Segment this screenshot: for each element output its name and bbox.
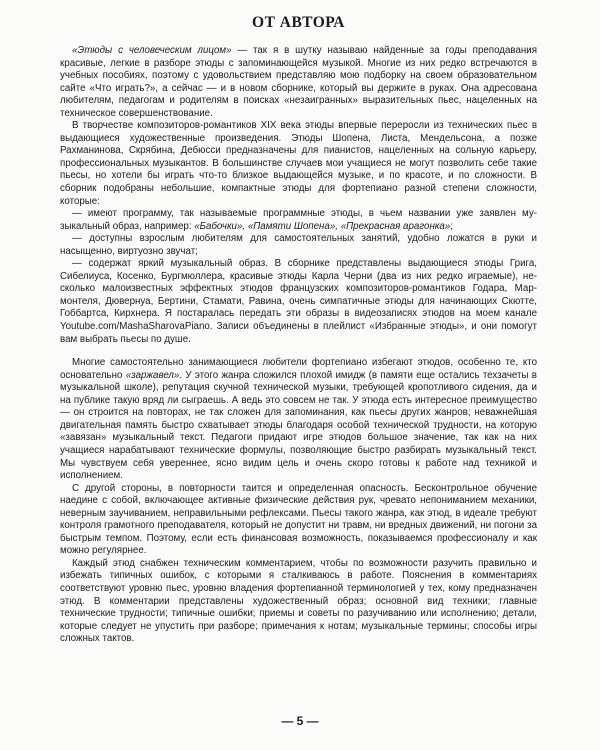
bullet1-lead: — имеют программу, так называемые программные этюды, в чьем названии уже заявлен музыкальный образ, например: — [60, 208, 537, 232]
section-gap — [60, 346, 537, 357]
p4-lead: Многие самостоятельно занимающиеся любители фортепиано избегают этюдов, особенно те, кто основательно — [60, 357, 537, 381]
bullet1-tail: ; — [450, 220, 453, 232]
intro-text: — так я в шутку называю найденные за годы преподавания красивые, легкие в разборе этюды с запоминающейся музыкой. Многие из них редко встречаются в учебных пособиях, поэтому с удовольствием представляю мою подборку на своем образовательном сайте «Что играть?», а сейчас — и в новом сборнике, который вы держите в руках. Она адресована любителям, педагогам и родителям в поисках «незаигранных» выразительных пьес, нацеленных на техническое совершенствование. — [60, 45, 537, 119]
paragraph-danger: С другой стороны, в повторности таится и определенная опасность. Бесконтрольное обучение наедине с собой, включающее активные физические действия рук, чревато непониманием механики, неверным заучиванием, неправильными рефлексами. Пьесы такого жанра, как этюд, в идеале требуют контроля грамотного преподавателя, который не допустит ни травм, ни вредных движений, ни погони за быстрым темпом. Поэтому, если есть финансовая возможность, показываемся профессионалу и как можно регулярнее. — [60, 482, 537, 557]
p4-rest: . У этого жанра сложился плохой имидж (в памяти еще остались техзачеты в музыкальной школе), репутация скучной технической музыки, требующей кропотливого сидения, да и на публике такую вряд ли сыграешь. А ведь это совсем не так. У этюда есть интересное преимущество — он строится на повторах, не так сложен для запоминания, как пьесы других жанров; неважнейшая двигательная память быстро схватывает этюды благодаря особой технической трудности, на которую «завязан» музыкальный текст. Педагоги придают игре этюдов большое значение, так как на них учащиеся нарабатывают технические формулы, позволяющие быстро разбирать музыкальный текст. Мы чувствуем себя увереннее, ясно видим цель и очень скоро готовы к работе над техникой и исполнением. — [60, 369, 537, 482]
paragraph-commentary: Каждый этюд снабжен техническим комментарием, чтобы по возможности разучить правильно и избежать типичных ошибок, с которыми я сталкиваюсь в работе. Пояснения в комментариях соответствуют уровню пьес, уровню владения фортепианной терминологией у тех, кому предназначен этюд. В комментарии представлены художественный образ; основной вид техники; главные технические трудности; типичные ошибки; приемы и советы по разучиванию или исполнению; детали, которые следует не упустить при разборе; примечания к нотам; музыкальные термины; способы игры сложных тактов. — [60, 557, 537, 645]
intro-paragraph — [60, 45, 537, 120]
bullet-accessible: — доступны взрослым любителям для самостоятельных занятий, удобно ложатся в руки и насыщенно, виртуозно звучат; — [60, 233, 537, 257]
page-number: — 5 — — [281, 714, 319, 728]
p4-emph: «заржавел» — [125, 369, 180, 381]
paragraph-amateurs — [60, 357, 537, 482]
intro-term: «Этюды с человеческим лицом» — [72, 45, 232, 56]
bullet-musical-image: — содержат яркий музыкальный образ. В сборнике представлены выдающиеся этюды Грига, Сибелиуса, Косенко, Бургмюллера, красивые этюды Карла Черни (два из них редко играемые), несколько малоизвестных эффектных этюдов французских композиторов-романтиков Годара, Мармонтеля, Дювернуа, Бертини, Стамати, Равина, очень симпатичные этюды для начинающих Скютте, Гоббартса, Кирхнера. Я постаралась передать эти образы в видеозаписях этюдов на моем канале Youtube.com/MashaSharovaPiano. Записи объединены в плейлист «Избранные этюды», и они помогут вам выбрать пьесы по душе. — [60, 258, 537, 345]
page-title: ОТ АВТОРА — [252, 14, 345, 31]
paragraph-romantics: В творчестве композиторов-романтиков XIX века этюды впервые переросли из технических пьес в выдающиеся художественные произведения. Этюды Шопена, Листа, Мендельсона, а позже Рахманинова, Скрябина, Дебюсси предназначены для пианистов, нацеленных на сольную карьеру, профессиональных музыкантов. В большинстве случаев мои учащиеся не могут позволить себе такие пьесы, но хотели бы играть что-то близкое выдающейся музыке, и по красоте, и по сложности. В сборник подобраны небольшие, компактные этюды для фортепиано разной степени сложности, которые: — [60, 120, 537, 207]
bullet-program-etudes — [60, 208, 537, 233]
bullet1-examples: «Бабочки», «Памяти Шопена», «Прекрасная арагонка» — [194, 220, 451, 232]
